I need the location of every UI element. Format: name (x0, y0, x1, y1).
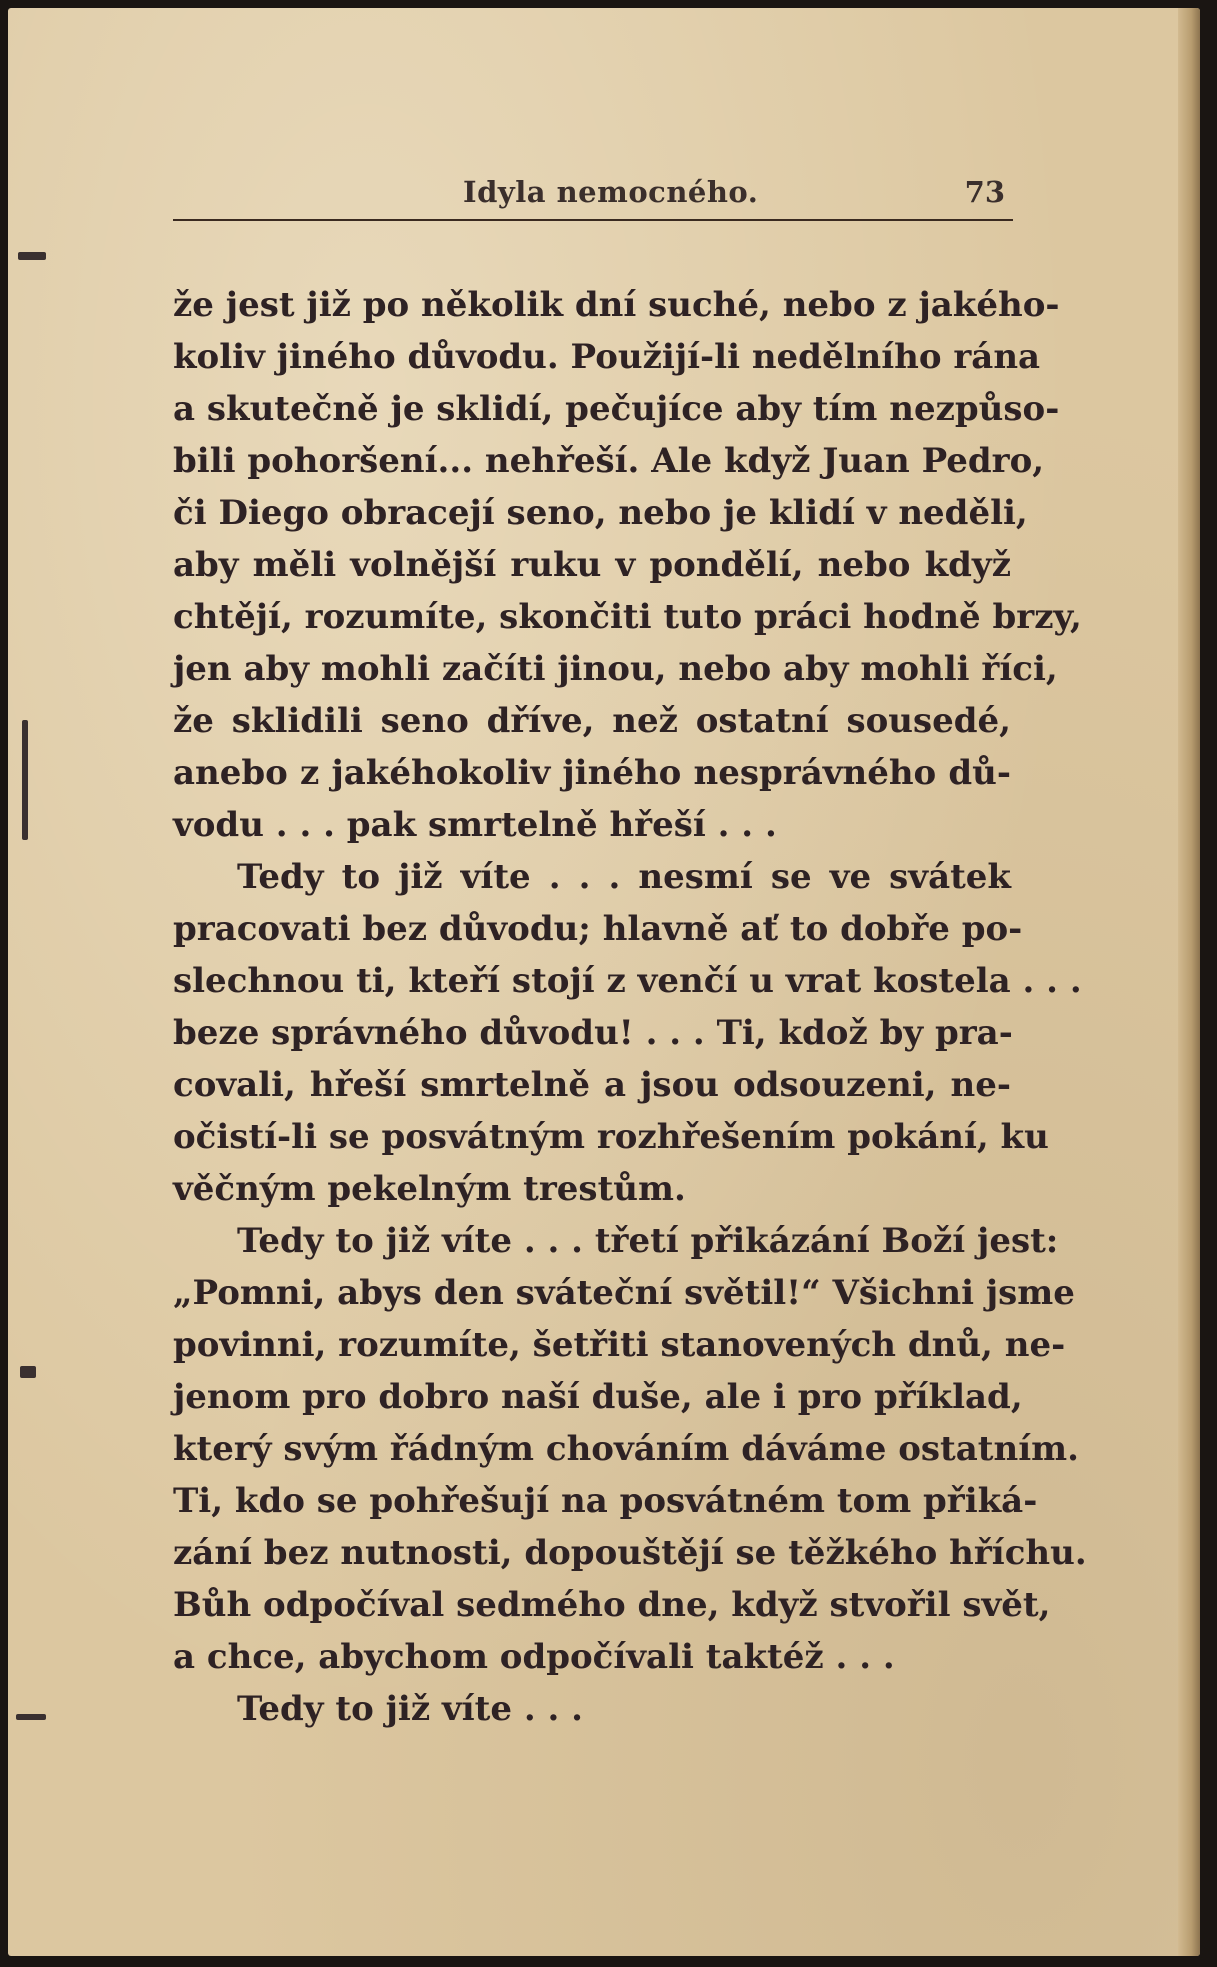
text-line: věčným pekelným trestům. (173, 1169, 686, 1209)
text-line: který svým řádným chováním dáváme ostatním. (173, 1429, 1079, 1469)
margin-mark (18, 252, 46, 260)
text-line: povinni, rozumíte, šetřiti stanovených dnů, ne- (173, 1325, 1066, 1365)
text-line: a chce, abychom odpočívali taktéž . . . (173, 1637, 895, 1677)
text-line: chtějí, rozumíte, skončiti tuto práci hodně brzy, (173, 597, 1082, 637)
text-line: očistí-li se posvátným rozhřešením pokání, ku (173, 1117, 1049, 1157)
margin-mark (20, 1366, 36, 1378)
text-line: slechnou ti, kteří stojí z venčí u vrat kostela . . . (173, 961, 1082, 1001)
text-line: beze správného důvodu! . . . Ti, kdož by pra- (173, 1013, 1013, 1053)
book-page (8, 8, 1200, 1956)
page-number: 73 (964, 175, 1005, 209)
page-edge (1178, 8, 1200, 1956)
text-line: jen aby mohli začíti jinou, nebo aby mohli říci, (173, 649, 1058, 689)
text-line: Bůh odpočíval sedmého dne, když stvořil svět, (173, 1585, 1051, 1625)
text-line: že jest již po několik dní suché, nebo z jakého- (173, 285, 1060, 325)
margin-mark (22, 720, 28, 840)
text-line: koliv jiného důvodu. Použijí-li nedělního rána (173, 337, 1041, 377)
text-line: a skutečně je sklidí, pečujíce aby tím nezpůso- (173, 389, 1060, 429)
margin-mark (16, 1714, 46, 1720)
text-line: covali, hřeší smrtelně a jsou odsouzeni, ne- (173, 1065, 1011, 1105)
text-line: jenom pro dobro naší duše, ale i pro příklad, (173, 1377, 1023, 1417)
text-line: zání bez nutnosti, dopouštějí se těžkého hříchu. (173, 1533, 1087, 1573)
text-line: že sklidili seno dříve, než ostatní sousedé, (173, 701, 1011, 741)
text-line: Tedy to již víte . . . nesmí se ve svátek (237, 857, 1011, 897)
text-line: pracovati bez důvodu; hlavně ať to dobře po- (173, 909, 1023, 949)
page-header (173, 171, 1013, 221)
text-line: aby měli volnější ruku v pondělí, nebo když (173, 545, 1011, 585)
text-line: „Pomni, abys den sváteční světil!“ Všichni jsme (173, 1273, 1075, 1313)
body-text (173, 279, 1087, 1735)
running-title: Idyla nemocného. (463, 175, 759, 209)
text-line: bili pohoršení... nehřeší. Ale když Juan Pedro, (173, 441, 1045, 481)
text-line: Tedy to již víte . . . třetí přikázání Boží jest: (237, 1221, 1059, 1261)
text-line: vodu . . . pak smrtelně hřeší . . . (173, 805, 777, 845)
text-line: anebo z jakéhokoliv jiného nesprávného dů- (173, 753, 1011, 793)
text-line: Tedy to již víte . . . (237, 1689, 584, 1729)
text-line: či Diego obracejí seno, nebo je klidí v neděli, (173, 493, 1028, 533)
text-line: Ti, kdo se pohřešují na posvátném tom přiká- (173, 1481, 1038, 1521)
